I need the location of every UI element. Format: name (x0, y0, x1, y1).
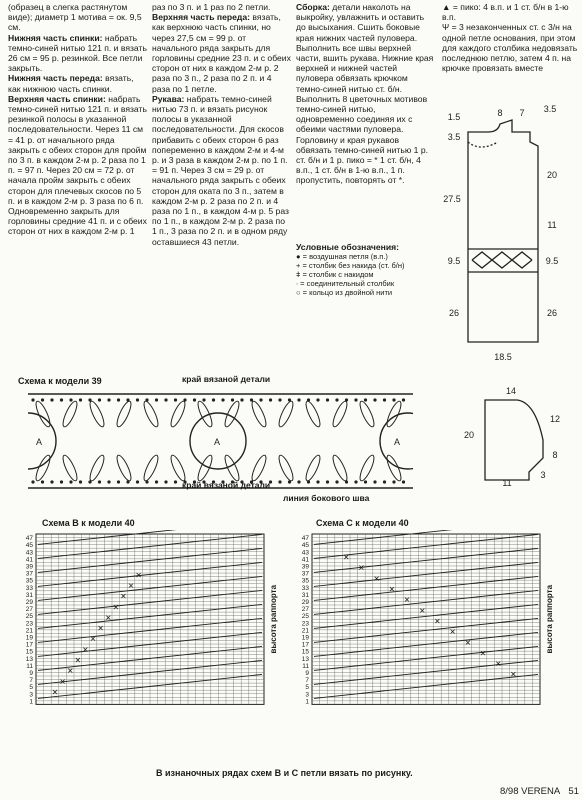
petal (87, 400, 106, 429)
cross-mark: ✕ (464, 638, 472, 648)
row-number: 11 (302, 662, 309, 670)
row-number: 41 (301, 556, 309, 564)
cross-mark: ✕ (82, 645, 89, 655)
paragraph (8, 73, 148, 93)
cross-mark: ✕ (59, 677, 66, 687)
sleeve-dim-11: 11 (502, 478, 512, 488)
row-number: 25 (25, 613, 33, 621)
row-number: 21 (25, 627, 33, 635)
row-number: 3 (29, 691, 33, 699)
petal (276, 400, 295, 429)
row-number: 17 (25, 641, 33, 649)
dim-7: 7 (519, 108, 525, 118)
row-number: 5 (305, 684, 309, 692)
chain-dot (60, 398, 63, 401)
cross-mark: ✕ (89, 634, 97, 644)
page-number: 51 (568, 786, 579, 797)
row-number: 29 (301, 598, 309, 606)
chain-dot (392, 480, 395, 483)
sleeve-dim-3: 3 (540, 470, 546, 480)
scheme-39-bottom-label: край вязаной детали (182, 480, 271, 490)
chain-dot (326, 480, 329, 483)
scheme-39-seam-label: линия бокового шва (283, 493, 370, 503)
row-number: 31 (301, 591, 309, 599)
sleeve-pattern-diagram (455, 380, 580, 490)
chain-dot (69, 398, 72, 401)
cross-mark: ✕ (373, 574, 380, 584)
paragraph (152, 94, 292, 247)
cross-mark: ✕ (388, 585, 396, 595)
chain-dot (126, 398, 129, 401)
legend-symbol-icon: + (296, 261, 303, 270)
paragraph-heading: Сборка: (296, 2, 330, 12)
footer-note: В изнаночных рядах схем B и C петли вязать по рисунку. (156, 768, 413, 778)
row-number: 35 (25, 577, 33, 585)
cross-mark: ✕ (479, 648, 487, 658)
cross-mark: ✕ (418, 606, 426, 616)
ring-label: A (36, 437, 43, 447)
row-number: 23 (301, 620, 309, 628)
chain-dot (155, 480, 158, 483)
cross-mark: ✕ (66, 666, 74, 676)
scheme-39-title: Схема к модели 39 (18, 376, 102, 386)
sleeve-dim-14: 14 (505, 386, 517, 396)
petal (249, 400, 268, 429)
chain-dot (345, 398, 348, 401)
petal (141, 400, 160, 429)
row-number: 33 (301, 584, 309, 592)
cross-mark: ✕ (449, 627, 456, 637)
chain-dot (364, 480, 367, 483)
chain-dot (31, 480, 34, 483)
paragraph-text: детали наколоть на выкройку, увлажнить и оставить до высыхания. Сшить боковые края нижних частей пуловера. Выполнить все швы верхней части, вшить рукава. Нижние края верхней и нижней частей пуловера обвязать крючком темно-синей нитью ст. б/н. Выполнить 8 цветочных мотивов темно-синей нитью, одновременно соединяя их с обеими частями пуловера. Горловину и края рукавов обвязать темно-синей нитью 1 р. ст. б/н и 1 р. пико = * 1 ст. б/н, 4 в.п., 1 ст. б/н в 1-ю в.п., 1 п. пропустить, повторять от *. (296, 2, 434, 186)
legend-item: ǂ = столбик с накидом (296, 270, 374, 279)
row-number: 29 (25, 598, 33, 606)
text-column-1 (8, 2, 148, 237)
paragraph-text: набрать темно-синей нитью 121 п. и вязать 26 см = 95 р. резинкой. Все петли закрыть. (8, 32, 147, 74)
legend-item: ○ = кольцо из двойной нити (296, 288, 393, 297)
petal (60, 454, 79, 483)
row-number: 11 (26, 662, 33, 670)
row-number: 27 (301, 606, 309, 614)
cluster-note: Ψ = 3 незаконченных ст. с 3/н на одной петле основания, при этом для каждого столбика недовязать последнюю петлю, затем 4 п. на крючке провязать вместе (442, 22, 578, 74)
crochet-motif-diagram (28, 392, 413, 490)
chain-dot (373, 480, 376, 483)
chain-dot (31, 398, 34, 401)
scheme-b-title: Схема B к модели 40 (42, 518, 135, 528)
row-number: 19 (301, 634, 309, 642)
row-number: 47 (25, 535, 33, 543)
chain-dot (107, 398, 110, 401)
row-number: 1 (29, 698, 33, 706)
paragraph-text: вязать, как нижнюю часть спинки. (8, 73, 134, 94)
paragraph (8, 94, 148, 237)
petal (60, 400, 79, 429)
legend-title: Условные обозначения: (296, 242, 399, 252)
dim-26-left: 26 (448, 308, 460, 318)
chain-dot (335, 480, 338, 483)
dim-20: 20 (546, 170, 558, 180)
chain-dot (88, 480, 91, 483)
scheme-39-top-label: край вязаной детали (182, 374, 271, 384)
chain-dot (326, 398, 329, 401)
chain-dot (60, 480, 63, 483)
chain-dot (164, 480, 167, 483)
row-number: 37 (301, 570, 309, 578)
chain-dot (193, 398, 196, 401)
chain-dot (335, 398, 338, 401)
chain-dot (354, 398, 357, 401)
chain-dot (98, 480, 101, 483)
text-column-2 (152, 2, 292, 247)
paragraph (152, 12, 292, 94)
row-number: 43 (25, 549, 33, 557)
chain-dot (297, 480, 300, 483)
dim-8: 8 (497, 108, 503, 118)
petal (303, 454, 322, 483)
legend-item: ● = воздушная петля (в.п.) (296, 252, 388, 261)
chain-dot (221, 398, 224, 401)
row-number: 39 (301, 563, 309, 571)
chain-dot (278, 480, 281, 483)
row-number: 1 (305, 698, 309, 706)
row-number: 37 (25, 570, 33, 578)
paragraph-heading: Верхняя часть спинки: (8, 93, 106, 104)
chain-dot (383, 398, 386, 401)
dim-26-right: 26 (546, 308, 558, 318)
petal (276, 454, 295, 483)
row-number: 39 (25, 563, 33, 571)
row-number: 33 (25, 584, 33, 592)
sleeve-dim-20: 20 (463, 430, 475, 440)
legend-symbol-icon: ● (296, 252, 303, 261)
row-number: 41 (25, 556, 33, 564)
chain-dot (50, 398, 53, 401)
paragraph (8, 33, 148, 74)
chain-dot (79, 480, 82, 483)
chain-dot (174, 398, 177, 401)
chain-dot (354, 480, 357, 483)
chain-dot (69, 480, 72, 483)
text-column-3 (296, 2, 436, 186)
sleeve-dim-8: 8 (552, 450, 558, 460)
petal (141, 454, 160, 483)
row-number: 35 (301, 577, 309, 585)
chain-dot (373, 398, 376, 401)
ring-label: A (214, 437, 221, 447)
row-number: 45 (25, 542, 33, 550)
row-number: 21 (301, 627, 309, 635)
petal (168, 400, 187, 429)
petal (249, 454, 268, 483)
paragraph (296, 2, 436, 186)
chain-dot (107, 480, 110, 483)
cross-mark: ✕ (403, 595, 411, 605)
petal (114, 454, 133, 483)
chain-dot (240, 398, 243, 401)
chain-dot (307, 398, 310, 401)
cluster-symbol-icon: Ψ (442, 22, 452, 33)
petal (303, 400, 322, 429)
chain-dot (231, 398, 234, 401)
petal (168, 454, 187, 483)
repeat-height-label: высота раппорта (545, 584, 554, 654)
chain-dot (41, 480, 44, 483)
row-number: 9 (305, 669, 309, 677)
chain-dot (41, 398, 44, 401)
row-number: 5 (29, 684, 33, 692)
chain-dot (155, 398, 158, 401)
petal (330, 400, 349, 429)
chain-dot (183, 398, 186, 401)
chain-dot (88, 398, 91, 401)
chain-dot (136, 398, 139, 401)
cross-mark: ✕ (51, 687, 59, 697)
row-number: 23 (25, 620, 33, 628)
chain-dot (145, 398, 148, 401)
dim-18-5: 18.5 (494, 352, 512, 362)
paragraph-text: (образец в слегка растянутом виде); диаметр 1 мотива = ок. 9,5 см. (8, 2, 142, 33)
row-number: 19 (25, 634, 33, 642)
legend-item: + = столбик без накида (ст. б/н) (296, 261, 405, 270)
chain-dot (117, 480, 120, 483)
chain-dot (117, 398, 120, 401)
scheme-c-grid (290, 530, 580, 710)
row-number: 47 (301, 535, 309, 543)
chain-dot (250, 398, 253, 401)
cross-mark: ✕ (120, 592, 127, 602)
paragraph-text: набрать темно-синей нитью 73 п. и вязать рисунок полосы в указанной последовательности. Для скосов прибавить с обеих сторон 6 раз попеременно в каждом 2-м и 4-м р. и 3 раза в каждом 2-м р. по 1 п. = 91 п. Через 3 см = 29 р. от начального ряда закрыть с обеих сторон для оката по 3 п., затем в каждом 2-м р. 2 раза по 2 п. и 4 раза по 1 п., в каждом 4-м р. 5 раз по 1 п., в каждом 2-м р. 2 раза по 1 п., 3 раза по 2 п. и в одном ряду оставшиеся 43 петли. (152, 93, 289, 247)
dim-11: 11 (547, 220, 557, 230)
cross-mark: ✕ (434, 616, 441, 626)
chain-dot (136, 480, 139, 483)
row-number: 3 (305, 691, 309, 699)
cross-mark: ✕ (104, 613, 112, 623)
cross-mark: ✕ (494, 659, 502, 669)
chain-dot (212, 398, 215, 401)
row-number: 27 (25, 606, 33, 614)
petal (330, 454, 349, 483)
paragraph-heading: Рукава: (152, 93, 185, 104)
petal (357, 400, 376, 429)
row-number: 7 (305, 677, 309, 685)
chain-dot (145, 480, 148, 483)
row-number: 17 (301, 641, 309, 649)
chain-dot (259, 398, 262, 401)
paragraph-text: набрать темно-синей нитью 121 п. и вязать резинкой полосы в указанной последовательности. Через 11 см = 41 р. от начального ряда закрыть с обеих сторон для пройм по 3 п. в каждом 2-м р. 2 раза по 1 п. = 97 п. Через 20 см = 72 р. от начала пройм закрыть с обеих сторон для плечевых скосов по 5 п. и в каждом 2-м р. 3 раза по 6 п. Одновременно закрыть для горловины средние 41 п. и с обеих сторон от них в каждом 2-м р. 1 (8, 93, 147, 237)
row-number: 45 (301, 542, 309, 550)
chain-dot (269, 398, 272, 401)
scheme-b-grid (14, 530, 284, 710)
chain-dot (316, 480, 319, 483)
dim-3-5-top: 3.5 (543, 104, 557, 114)
dim-9-5-left: 9.5 (447, 256, 461, 266)
cross-mark: ✕ (112, 602, 120, 612)
paragraph-heading: Верхняя часть переда: (152, 12, 251, 23)
legend-symbol-icon: ǂ (296, 270, 303, 279)
chain-dot (202, 398, 205, 401)
paragraph-heading: Нижняя часть переда: (8, 73, 103, 84)
row-number: 7 (29, 677, 33, 685)
cross-mark: ✕ (510, 670, 517, 680)
chain-dot (316, 398, 319, 401)
cross-mark: ✕ (135, 570, 142, 580)
dim-1-5: 1.5 (447, 112, 461, 122)
chain-dot (345, 480, 348, 483)
picot-note: ▲ = пико: 4 в.п. и 1 ст. б/н в 1-ю в.п. (442, 2, 569, 23)
petal (357, 454, 376, 483)
dim-9-5-right: 9.5 (545, 256, 559, 266)
legend-symbol-icon: ○ (296, 288, 303, 297)
row-number: 9 (29, 669, 33, 677)
chain-dot (288, 398, 291, 401)
chain-dot (307, 480, 310, 483)
chain-dot (98, 398, 101, 401)
chain-dot (364, 398, 367, 401)
row-number: 15 (301, 648, 309, 656)
cross-mark: ✕ (358, 563, 365, 573)
chain-dot (288, 480, 291, 483)
chain-dot (402, 480, 405, 483)
chain-dot (126, 480, 129, 483)
paragraph (8, 2, 148, 33)
chain-dot (174, 480, 177, 483)
row-number: 31 (25, 591, 33, 599)
chain-dot (383, 480, 386, 483)
chain-dot (297, 398, 300, 401)
chain-dot (50, 480, 53, 483)
petal (114, 400, 133, 429)
repeat-height-label: высота раппорта (269, 584, 278, 654)
petal (87, 454, 106, 483)
sleeve-dim-12: 12 (549, 414, 561, 424)
paragraph-text: раз по 3 п. и 1 раз по 2 петли. (152, 2, 271, 12)
dim-3-5-left: 3.5 (447, 132, 461, 142)
chain-dot (402, 398, 405, 401)
chain-dot (278, 398, 281, 401)
chain-dot (164, 398, 167, 401)
ring-label: A (394, 437, 401, 447)
legend (296, 242, 436, 297)
text-column-4 (442, 2, 578, 73)
dim-27-5: 27.5 (443, 194, 461, 204)
chain-dot (79, 398, 82, 401)
row-number: 13 (25, 655, 33, 663)
paragraph-heading: Нижняя часть спинки: (8, 32, 103, 43)
cross-mark: ✕ (342, 553, 350, 563)
cross-mark: ✕ (74, 656, 82, 666)
row-number: 15 (25, 648, 33, 656)
legend-symbol-icon: ∙ (296, 279, 301, 288)
chain-dot (392, 398, 395, 401)
cross-mark: ✕ (97, 624, 104, 634)
cross-mark: ✕ (127, 581, 135, 591)
row-number: 13 (301, 655, 309, 663)
row-number: 25 (301, 613, 309, 621)
paragraph-text: вязать, как верхнюю часть спинки, но через 27,5 см = 99 р. от начального ряда закрыть для горловины средние 23 п. и с обеих сторон от них в каждом 2-м р. 2 раза по 3 п., 2 раза по 2 п. и 4 раза по 1 петле. (152, 12, 291, 94)
row-number: 43 (301, 549, 309, 557)
issue-label: 8/98 VERENA 51 (500, 786, 579, 797)
paragraph (152, 2, 292, 12)
body-pattern-diagram (440, 92, 580, 372)
legend-item: ∙ = соединительный столбик (296, 279, 395, 288)
scheme-c-title: Схема C к модели 40 (316, 518, 409, 528)
